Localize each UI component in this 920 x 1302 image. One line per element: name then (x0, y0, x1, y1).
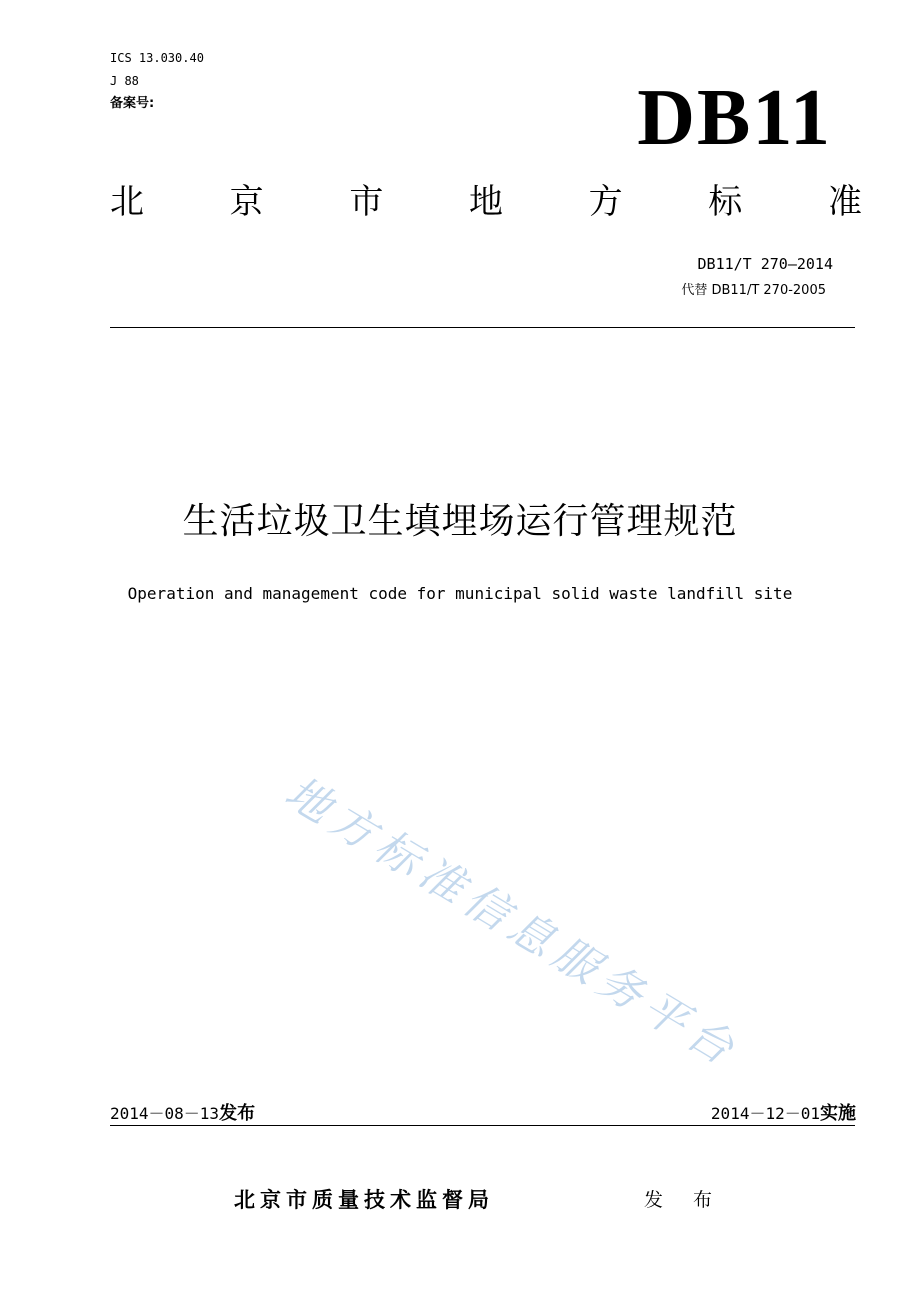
document-title-en: Operation and management code for municipal solid waste landfill site (127, 584, 793, 603)
standard-number: DB11/T 270—2014 (697, 255, 833, 273)
publish-date: 2014－08－13 (110, 1104, 220, 1123)
bottom-divider (110, 1125, 855, 1126)
standard-type-char: 方 (588, 182, 623, 222)
publish-date-row (110, 1103, 255, 1125)
classification-code: J 88 (110, 74, 139, 88)
standard-type-char: 北 (110, 182, 144, 222)
top-divider (110, 327, 855, 328)
implement-date: 2014－12－01 (710, 1104, 820, 1123)
standard-type-char: 标 (708, 182, 743, 222)
replaces-standard: 代替 DB11/T 270-2005 (681, 283, 826, 298)
implement-date-row (711, 1103, 856, 1125)
filing-number-label: 备案号: (110, 96, 155, 111)
issue-verb: 发 布 (644, 1189, 725, 1211)
ics-code: ICS 13.030.40 (110, 51, 204, 65)
db-logo: DB11 (637, 74, 832, 162)
issuing-authority: 北京市质量技术监督局 (234, 1188, 494, 1212)
standard-type-heading (110, 182, 862, 222)
document-title-zh: 生活垃圾卫生填埋场运行管理规范 (182, 501, 738, 542)
publish-label: 发布 (219, 1103, 256, 1124)
standard-type-char: 准 (827, 182, 862, 222)
implement-label: 实施 (820, 1103, 856, 1124)
watermark: 地方标准信息服务平台 (276, 766, 749, 1079)
standard-type-char: 市 (349, 182, 384, 222)
standard-type-char: 地 (468, 182, 503, 222)
standard-type-char: 京 (229, 182, 264, 222)
